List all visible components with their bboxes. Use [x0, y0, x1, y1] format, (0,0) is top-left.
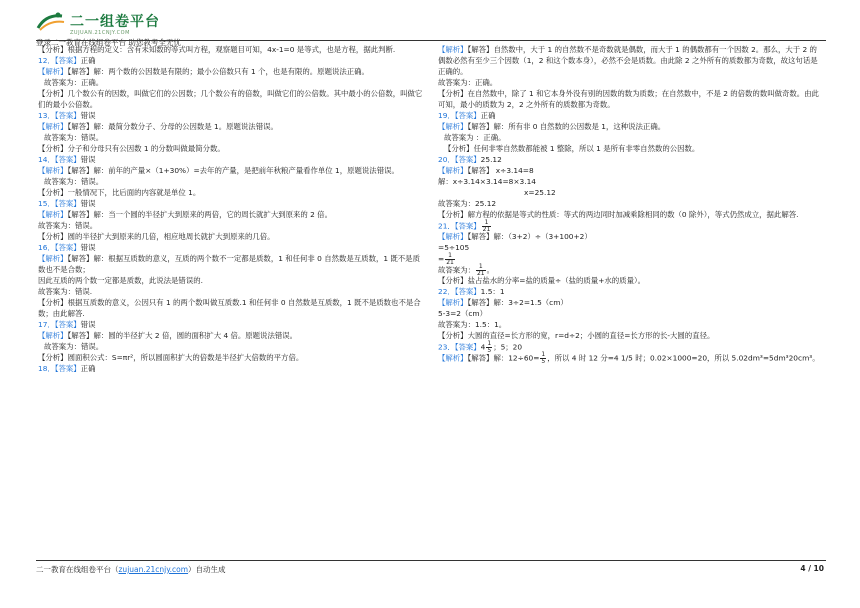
answer-tag: 【解析】 — [38, 67, 68, 76]
answer-line — [438, 220, 824, 231]
answer-text: 故答案为：正确。 — [44, 78, 104, 87]
answer-tag: 【解析】 — [38, 254, 68, 263]
logo-icon — [36, 10, 66, 32]
answer-text: x=25.12 — [524, 188, 556, 197]
answer-text: 错误 — [80, 111, 96, 120]
answer-text: 4 — [480, 342, 486, 352]
answer-line — [438, 209, 824, 220]
answer-tag: 【解析】 — [438, 353, 468, 363]
answer-text: 【分析】圆的半径扩大到原来的几倍，相应地周长就扩大到原来的几倍。 — [38, 232, 275, 241]
answer-line — [38, 352, 423, 363]
answer-text: 【分析】几个数公有的因数，叫做它们的公因数；几个数公有的倍数，叫做它们的公倍数。其中最小的公倍数，叫做它们的最小公倍数。 — [38, 89, 423, 109]
answer-line — [38, 297, 423, 319]
answer-text: 故答案为：错误。 — [44, 133, 104, 142]
answer-text: 故答案为：1.5：1。 — [438, 320, 507, 329]
answer-line — [438, 165, 824, 176]
answer-line — [38, 165, 423, 176]
answer-text: 【分析】任何非零自然数都能被 1 整除，所以 1 是所有非零自然数的公因数。 — [444, 144, 700, 153]
answer-text: 错误 — [80, 199, 96, 208]
answer-line — [38, 209, 423, 220]
answer-tag: 【解析】 — [38, 210, 68, 219]
answer-line — [438, 187, 824, 198]
answer-text: 【分析】根据互质数的意义，公因只有 1 的两个数叫做互质数.1 和任何非 0 自然数是互质数，1 既不是质数也不是合数；由此解答. — [38, 298, 421, 318]
fraction-denominator: 21 — [482, 226, 491, 233]
answer-line — [38, 231, 423, 242]
answer-tag: 18．【答案】 — [38, 364, 81, 373]
fraction — [540, 352, 546, 365]
fraction-numerator: 1 — [476, 264, 486, 271]
answer-tag: 【解析】 — [438, 298, 468, 307]
answer-line — [438, 44, 824, 77]
answer-line — [38, 143, 423, 154]
answer-text: 【解答】解：当一个圆的半径扩大到原来的两倍，它的周长就扩大到原来的 2 倍。 — [67, 210, 332, 219]
answer-tag: 23．【答案】 — [438, 342, 481, 352]
answer-line — [38, 242, 423, 253]
footer-source — [36, 564, 226, 575]
answer-line — [438, 242, 824, 253]
answer-text: 故答案为：错误. — [38, 287, 93, 296]
answer-line — [38, 88, 423, 110]
answer-line — [38, 55, 423, 66]
answer-tag: 16．【答案】 — [38, 243, 81, 252]
answer-line — [38, 132, 423, 143]
answer-tag: 【解析】 — [38, 331, 68, 340]
answer-text: 5-3=2（cm） — [438, 309, 488, 318]
header-tagline: 登录二一教育在线组卷平台 助您教考全无忧 — [36, 38, 181, 47]
answer-text: 【分析】一般情况下，比后面的内容就是单位 1。 — [38, 188, 201, 197]
answer-line — [438, 110, 824, 121]
answer-tag: 14．【答案】 — [38, 155, 81, 164]
answer-tag: 17．【答案】 — [38, 320, 81, 329]
answer-line — [438, 143, 824, 154]
answer-text: 【分析】解方程的依据是等式的性质：等式的两边同时加减乘除相同的数（0 除外），等式仍然成立，据此解答. — [438, 210, 799, 219]
logo-text: 二一组卷平台 — [70, 14, 160, 30]
logo-subtitle: ZUJUAN.21CNJY.COM — [70, 30, 130, 36]
answer-line — [438, 341, 824, 352]
answer-text: 【解答】解：12÷60= — [467, 353, 540, 363]
answer-line — [438, 286, 824, 297]
answer-line — [38, 154, 423, 165]
answer-tag: 12．【答案】 — [38, 56, 81, 65]
answer-tag: 【解析】 — [38, 122, 68, 131]
answer-text-after: ，所以 4 时 12 分=4 1/5 时；0.02×1000=20，所以 5.02dm³=5dm³20cm³。 — [547, 353, 820, 363]
right-column — [438, 44, 824, 363]
answer-line — [438, 352, 824, 363]
answer-text: 【分析】分子和分母只有公因数 1 的分数叫做最简分数。 — [38, 144, 225, 153]
fraction-numerator: 1 — [487, 340, 492, 347]
answer-text: 【分析】圆面积公式：S=πr²，所以圆面积扩大的倍数是半径扩大倍数的平方倍。 — [38, 353, 304, 362]
answer-text: 【解答】解：两个数的公因数是有限的；最小公倍数只有 1 个，也是有限的。原题说法正确。 — [67, 67, 369, 76]
answer-tag: 19．【答案】 — [438, 111, 481, 120]
answer-line — [438, 264, 824, 275]
answer-line — [38, 363, 423, 374]
answer-line — [438, 132, 824, 143]
answer-text: 【解答】解：所有非 0 自然数的公因数是 1，这种说法正确。 — [467, 122, 666, 131]
answer-line — [438, 253, 824, 264]
answer-tag: 21．【答案】 — [438, 221, 481, 231]
answer-tag: 【解析】 — [438, 166, 468, 175]
answer-line — [38, 198, 423, 209]
footer-prefix: 二一教育在线组卷平台（ — [36, 565, 119, 574]
page-number: 4 / 10 — [800, 564, 824, 573]
answer-tag: 13．【答案】 — [38, 111, 81, 120]
answer-text: 故答案为： — [438, 265, 475, 275]
answer-text: 【解答】解：前年的产量×（1+30%）=去年的产量，是把前年秋粮产量看作单位 1，原题说法错误。 — [67, 166, 399, 175]
answer-line — [38, 66, 423, 77]
footer-suffix: ）自动生成 — [188, 565, 226, 574]
answer-text: 正确 — [80, 364, 96, 373]
left-column — [38, 44, 423, 374]
answer-line — [38, 110, 423, 121]
answer-line — [38, 330, 423, 341]
answer-line — [438, 297, 824, 308]
answer-tag: 15．【答案】 — [38, 199, 81, 208]
fraction-denominator: 5 — [487, 347, 492, 354]
answer-line — [38, 176, 423, 187]
answer-line — [38, 275, 423, 286]
answer-line — [438, 330, 824, 341]
answer-text: 【分析】根据方程的定义：含有未知数的等式叫方程，观察题目可知，4x-1=0 是等式，也是方程，据此判断. — [38, 45, 396, 54]
answer-line — [38, 253, 423, 275]
answer-tag: 【解析】 — [38, 166, 68, 175]
header-divider — [36, 40, 826, 41]
answer-text: 错误 — [80, 243, 96, 252]
answer-text: 【分析】盐占盐水的分率=盐的质量÷（盐的质量+水的质量）。 — [438, 276, 646, 285]
answer-text: 1.5：1 — [480, 287, 505, 296]
answer-text: 正确 — [480, 111, 496, 120]
answer-line — [38, 319, 423, 330]
logo — [36, 10, 160, 32]
answer-text: 【解答】解：最简分数分子、分母的公因数是 1。原题说法错误。 — [67, 122, 278, 131]
answer-text: 【解答】解：圆的半径扩大 2 倍，圆的面积扩大 4 倍。原题说法错误。 — [67, 331, 298, 340]
answer-tag: 22．【答案】 — [438, 287, 481, 296]
answer-text-after: 。 — [486, 265, 495, 275]
answer-text: 故答案为：错误。 — [44, 177, 104, 186]
fraction-numerator: 1 — [445, 253, 455, 260]
answer-text: 故答案为：错误。 — [38, 221, 98, 230]
answer-tag: 【解析】 — [438, 232, 468, 241]
answer-line — [438, 176, 824, 187]
answer-text: 错误 — [80, 155, 96, 164]
answer-line — [438, 77, 824, 88]
answer-text: 故答案为：正确。 — [438, 78, 498, 87]
footer-link[interactable]: zujuan.21cnjy.com — [118, 565, 189, 574]
answer-text: 解：x÷3.14×3.14=8×3.14 — [438, 177, 536, 186]
answer-line — [38, 286, 423, 297]
fraction-denominator: 21 — [446, 259, 454, 266]
answer-line — [38, 341, 423, 352]
answer-text: 【分析】大圆的直径=长方形的宽，r=d÷2；小圆的直径=长方形的长-大圆的直径。 — [438, 331, 715, 340]
answer-text: 故答案为：错误。 — [44, 342, 104, 351]
answer-text: 【解答】解：3÷2=1.5（cm） — [467, 298, 568, 307]
answer-text: 因此互质的两个数一定都是质数，此说法是错误的. — [38, 276, 203, 285]
answer-line — [438, 231, 824, 242]
answer-text: 【解答】自然数中，大于 1 的自然数不是奇数就是偶数，而大于 1 的偶数都有一个因数 2。那么，大于 2 的偶数必然有至少三个因数（1，2 和这个数本身），必然不会是质数。由此除 2 之外所有的质数都为奇数，故这句话是正确的。 — [438, 45, 818, 76]
fraction-numerator: 1 — [541, 351, 546, 358]
answer-text: 【解答】 x÷3.14=8 — [467, 166, 534, 175]
answer-line — [438, 308, 824, 319]
answer-tag: 【解析】 — [438, 45, 468, 54]
answer-line — [38, 220, 423, 231]
answer-text: 故答案为 ：正确。 — [444, 133, 506, 142]
answer-line — [38, 77, 423, 88]
answer-text-after: ；5；20 — [493, 342, 523, 352]
answer-line — [438, 121, 824, 132]
answer-line — [438, 154, 824, 165]
answer-line — [38, 44, 423, 55]
footer-divider — [36, 560, 826, 561]
answer-text: 【解答】解：根据互质数的意义，互质的两个数不一定都是质数，1 和任何非 0 自然数是互质数，1 既不是质数也不是合数； — [38, 254, 420, 274]
answer-text: =5÷105 — [438, 243, 470, 252]
fraction-denominator: 21 — [476, 270, 485, 277]
answer-text: 【解答】解：（3+2）÷（3+100+2） — [467, 232, 592, 241]
answer-text: 错误 — [80, 320, 96, 329]
answer-line — [438, 198, 824, 209]
answer-line — [438, 88, 824, 110]
fraction-numerator: 1 — [482, 220, 492, 227]
answer-text: 【分析】在自然数中，除了 1 和它本身外没有别的因数的数为质数；在自然数中，不是 2 的倍数的数叫做奇数。由此可知，最小的质数为 2，2 之外所有的质数都为奇数。 — [438, 89, 819, 109]
answer-text: 正确 — [80, 56, 96, 65]
answer-tag: 【解析】 — [438, 122, 468, 131]
answer-text: = — [438, 254, 445, 264]
answer-line — [38, 187, 423, 198]
answer-tag: 20．【答案】 — [438, 155, 481, 164]
answer-line — [38, 121, 423, 132]
answer-line — [438, 319, 824, 330]
page-header — [36, 8, 826, 47]
answer-line — [438, 275, 824, 286]
answer-text: 25.12 — [480, 155, 502, 164]
answer-text: 故答案为：25.12 — [438, 199, 497, 208]
fraction-denominator: 5 — [541, 358, 546, 365]
